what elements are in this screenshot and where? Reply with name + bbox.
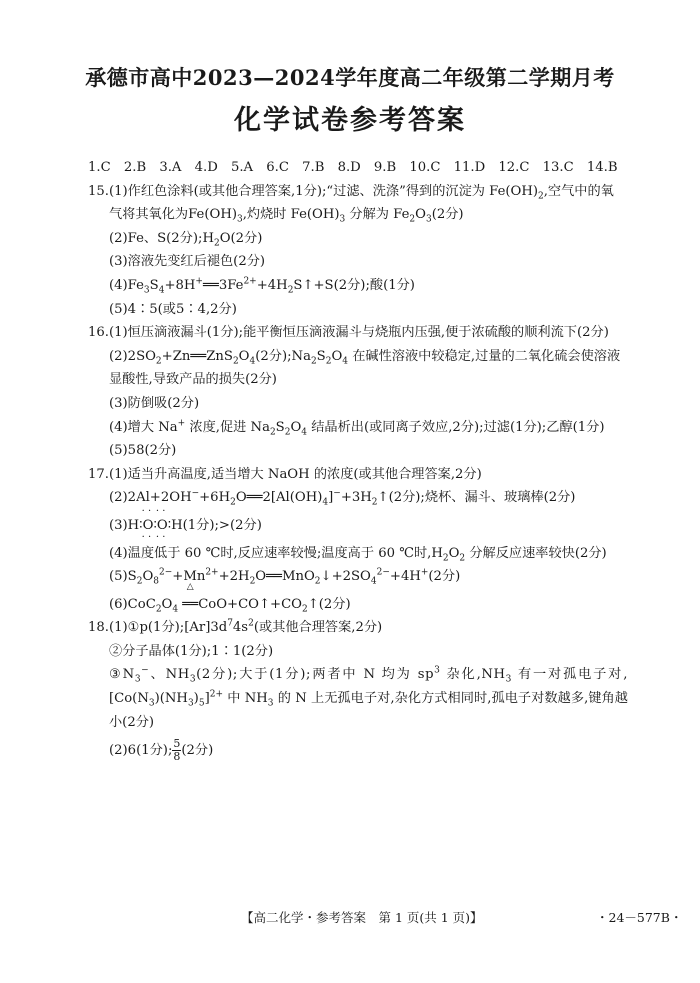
q15-part1-line2: 气将其氧化为$Fe(OH)_3$,灼烧时 $Fe(OH)_3$ 分解为 $Fe_2O_3(2$分) — [109, 207, 464, 225]
q17-part6: $(6)CoC_2O_4$ △ $══CoO+CO↑+CO_2↑(2$分) — [109, 581, 351, 615]
q18-part1-3-line3: 小(2分) — [109, 714, 155, 730]
q17-part1: 17.(1)适当升高温度,适当增大 NaOH 的浓度(或其他合理答案,2分) — [88, 466, 482, 482]
q17-part5: $(5)S_2O_8^{2-}+Mn^{2+}+2H_2O══MnO_2↓+2SO_4^{2-}+4H^+(2$分) — [109, 567, 461, 587]
q18-part2: (2)6(1分); $\frac{5}{8}$ (2分) — [109, 737, 214, 764]
q15-part1-line1: 15.(1)作红色涂料(或其他合理答案,1分);“过滤、洗涤”得到的沉淀为 $Fe(OH)_2$,空气中的氧 — [88, 183, 614, 202]
answer-content — [88, 156, 628, 762]
q18-part1-2: ②分子晶体(1分);1∶1(2分) — [109, 643, 274, 659]
q16-part4: (4)增大 Na+ 浓度,促进 $Na_2S_2O_4$ 结晶析出(或同离子效应,2分);过滤(1分);乙醇(1分) — [109, 418, 605, 438]
footer-page-info: 【高二化学・参考答案 第 1 页(共 1 页)】 — [241, 910, 483, 925]
exam-title: 承德市高中2023—2024学年度高二年级第二学期月考 — [85, 65, 615, 90]
q18-part1-1: 18.(1)①p(1分)$;[Ar]3d^74s^2$(或其他合理答案,2分) — [88, 618, 383, 636]
q17-part4: (4)温度低于 60 ℃时,反应速率较慢;温度高于 60 ℃时$,H_2O_2$ 分解反应速率较快(2分) — [109, 545, 607, 564]
heating-arrow: △ ══ — [182, 581, 199, 612]
q16-part3: (3)防倒吸(2分) — [109, 395, 200, 411]
q16-part2-line2: 显酸性,导致产品的损失(2分) — [109, 372, 277, 388]
q16-part1: 16.(1)恒压滴液漏斗(1分);能平衡恒压滴液漏斗与烧瓶内压强,便于浓硫酸的顺利流下(2分) — [88, 325, 609, 341]
q15-part2: (2)Fe、S(2分)$;H_2O(2$分) — [109, 230, 263, 249]
document-title: 化学试卷参考答案 — [234, 105, 466, 136]
q15-part3: (3)溶液先变红后褪色(2分) — [109, 254, 266, 270]
q17-part3: (3)H∶· · O · ·∶· · O · ·∶H(1分);>(2分) — [88, 514, 628, 538]
q18-part1-3-line1: $③N_3^-$、$NH_3(2$分);大于(1分);两者中 N 均为 $sp^3$ 杂化$,NH_3$ 有一对孤电子对, — [109, 666, 628, 686]
fraction-5-8: $\frac{5}{8}$ — [173, 737, 181, 764]
q18-part1-3-line2: $[Co(N_3)(NH_3)_5]^{2+}$ 中 $NH_3$ 的 N 上无孤电子对,杂化方式相同时,孤电子对数越多,键角越 — [109, 689, 628, 709]
q16-part5: (5)58(2分) — [109, 443, 177, 459]
electron-dots-o1: · · O · · — [143, 514, 154, 538]
footer-code: ・24－577B・ — [596, 910, 683, 925]
electron-dots-o2: · · O · · — [157, 514, 168, 538]
q17-part2: $(2)2Al+2OH^-+6H_2O══2[Al(OH)_4]^-+3H_2↑(2$分);烧杯、漏斗、玻璃棒(2分) — [109, 488, 576, 508]
mcq-answers: 1.C 2.B 3.A 4.D 5.A 6.C 7.B 8.D 9.B 10.C 11.D 12.C 13.C 14.B — [88, 160, 618, 175]
q15-part4: $(4)Fe_3S_4+8H^+══3Fe^{2+}+4H_2S↑+S(2$分);酸(1分) — [109, 276, 415, 296]
q15-part5: (5)4∶5(或5∶4,2分) — [109, 301, 237, 317]
q16-part2-line1: $(2)2SO_2+Zn══ZnS_2O_4(2$分)$;Na_2S_2O_4$ 在碱性溶液中较稳定,过量的二氧化硫会使溶液 — [109, 348, 621, 367]
